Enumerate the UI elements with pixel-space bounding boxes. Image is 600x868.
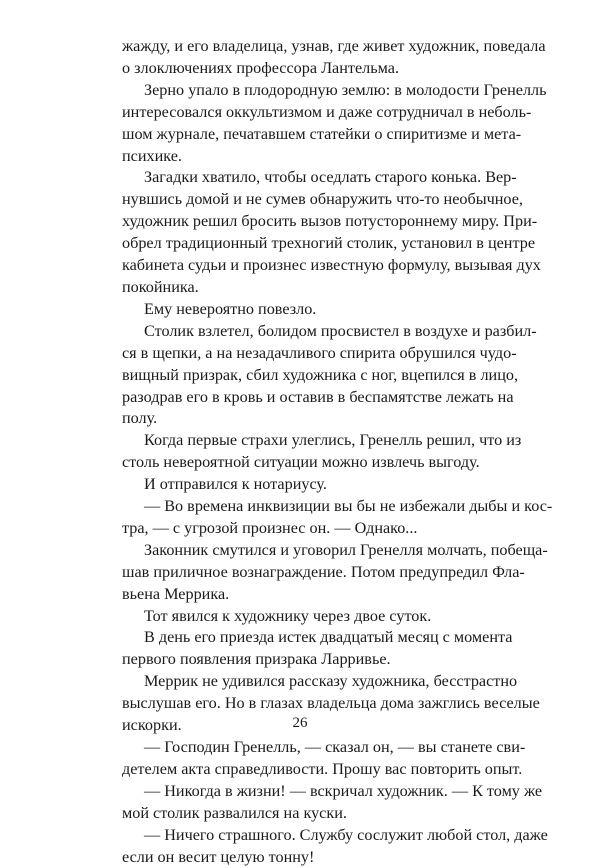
- paragraph: [122, 737, 526, 781]
- text-line: о злоключениях профессора Лантельма.: [122, 58, 399, 77]
- text-line: Законник смутился и уговорил Гренелля молчать, побеща-: [144, 540, 548, 559]
- text-line: покойника.: [122, 277, 199, 296]
- text-line: — Господин Гренелль, — сказал он, — вы станете сви-: [144, 738, 526, 756]
- page-number: 26: [292, 715, 308, 731]
- text-line: — Никогда в жизни! — вскричал художник. — К тому же: [144, 781, 543, 800]
- text-line: вьена Меррика.: [122, 584, 230, 603]
- paragraph: [122, 606, 484, 628]
- text-line: ся в щепки, а на незадачливого спирита обрушился чудо-: [122, 343, 517, 362]
- paragraph: [122, 167, 541, 298]
- text-line: вищный призрак, сбил художника с ног, вцепился в лицо,: [122, 365, 519, 384]
- text-line: выслушав его. Но в глазах владельца дома зажглись веселые: [122, 694, 540, 713]
- text-line: обрел традиционный трехногий столик, установил в центре: [122, 234, 536, 253]
- text-line: Меррик не удивился рассказу художника, бесстрастно: [144, 672, 518, 691]
- paragraph: [122, 825, 548, 868]
- text-line: Зерно упало в плодородную землю: в молодости Гренелль: [144, 80, 547, 99]
- text-line: психике.: [122, 146, 182, 165]
- paragraph: [122, 80, 547, 168]
- text-line: интересовался оккультизмом и даже сотрудничал в неболь-: [122, 102, 532, 121]
- paragraph: [122, 781, 543, 825]
- text-line: шом журнале, печатавшем статейки о спиритизме и мета-: [122, 124, 522, 143]
- text-line: Ему невероятно повезло.: [144, 299, 317, 318]
- text-line: Столик взлетел, болидом просвистел в воздухе и разбил-: [144, 321, 537, 340]
- text-line: художник решил бросить вызов потустороннему миру. При-: [122, 212, 538, 231]
- text-line: — Ничего страшного. Службу сослужит любой стол, даже: [144, 825, 548, 844]
- paragraph: [122, 321, 537, 431]
- text-line: Когда первые страхи улеглись, Гренелль решил, что из: [144, 431, 522, 450]
- text-line: кабинета судьи и произнес известную формулу, вызывая дух: [122, 256, 541, 275]
- paragraph: [122, 299, 484, 321]
- book-page-text: [122, 36, 553, 868]
- paragraph: [122, 430, 522, 474]
- text-line: тра, — с угрозой произнес он. — Однако...: [122, 518, 418, 537]
- text-line: жажду, и его владелица, узнав, где живет художник, поведала: [122, 37, 546, 55]
- text-line: детелем акта справедливости. Прошу вас повторить опыт.: [122, 759, 523, 778]
- text-line: столь невероятной ситуации можно извлечь выгоду.: [122, 453, 480, 472]
- text-line: полу.: [122, 409, 158, 428]
- text-line: мой столик развалился на куски.: [122, 803, 347, 822]
- paragraph: [122, 36, 546, 80]
- text-line: И отправился к нотариусу.: [144, 475, 327, 494]
- text-line: Загадки хватило, чтобы оседлать старого конька. Вер-: [144, 168, 517, 187]
- text-line: искорки.: [122, 716, 182, 735]
- paragraph: [122, 496, 553, 540]
- text-line: — Во времена инквизиции вы бы не избежали дыбы и кос-: [144, 497, 553, 516]
- text-line: шав приличное вознаграждение. Потом предупредил Фла-: [122, 562, 525, 581]
- text-line: разодрав его в кровь и оставив в беспамятстве лежать на: [122, 387, 514, 406]
- text-line: В день его приезда истек двадцатый месяц с момента: [144, 628, 513, 647]
- text-line: Тот явился к художнику через двое суток.: [144, 606, 432, 625]
- text-line: если он весит целую тонну!: [122, 847, 315, 866]
- paragraph: [122, 540, 548, 606]
- paragraph: [122, 627, 513, 671]
- text-line: нувшись домой и не сумев обнаружить что-то необычное,: [122, 190, 523, 209]
- paragraph: [122, 474, 484, 496]
- text-line: первого появления призрака Ларривье.: [122, 650, 391, 669]
